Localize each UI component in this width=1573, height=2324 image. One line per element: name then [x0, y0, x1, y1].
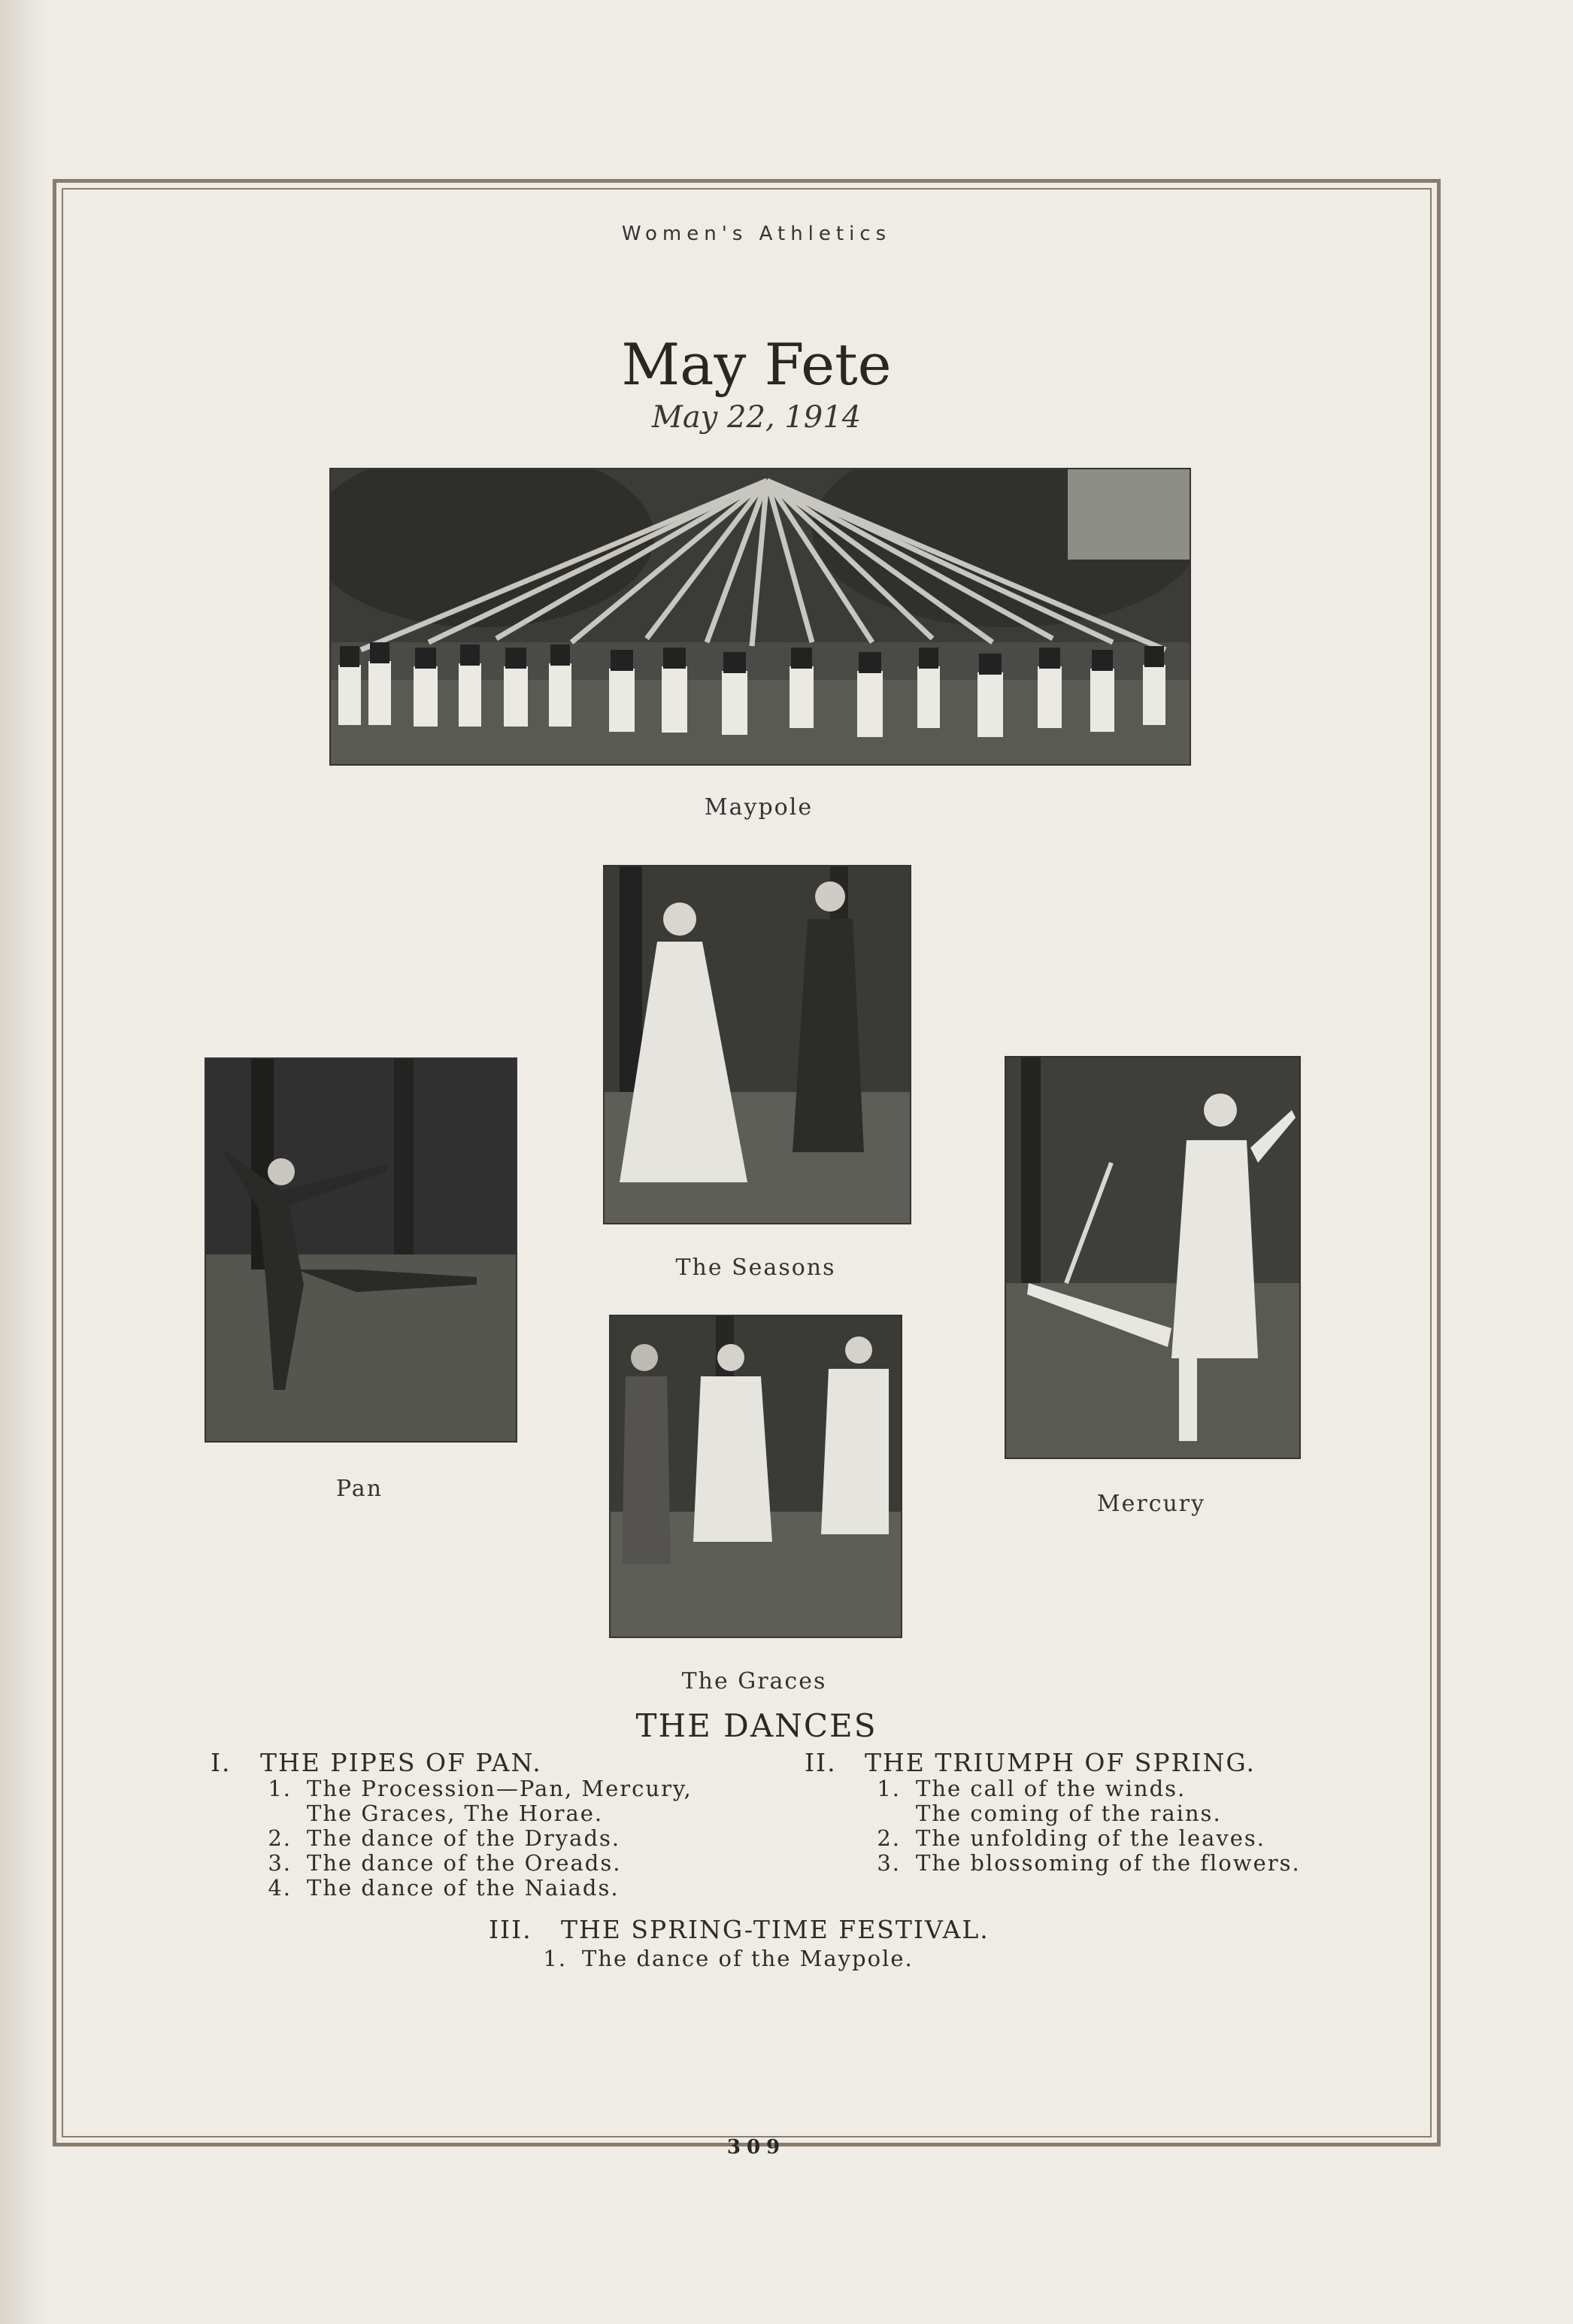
- part-2-numeral: II.: [805, 1748, 837, 1777]
- list-item: 2. The dance of the Dryads.: [268, 1825, 621, 1851]
- mercury-caption: Mercury: [1096, 1491, 1206, 1517]
- list-item: 1. The Procession—Pan, Mercury,: [268, 1776, 693, 1801]
- pan-photo: [205, 1057, 517, 1443]
- graces-caption: The Graces: [681, 1668, 827, 1694]
- pan-caption: Pan: [335, 1476, 383, 1502]
- list-item: The Graces, The Horae.: [307, 1801, 604, 1826]
- list-item: The coming of the rains.: [916, 1801, 1222, 1826]
- list-item: 2. The unfolding of the leaves.: [877, 1825, 1266, 1851]
- dances-part-1: [211, 1749, 797, 1901]
- mercury-photo: [1005, 1056, 1301, 1459]
- part-3-title: THE SPRING-TIME FESTIVAL.: [561, 1915, 990, 1944]
- graces-photo: [609, 1315, 902, 1638]
- maypole-photo: [329, 468, 1191, 766]
- seasons-photo: [603, 865, 911, 1224]
- running-head: Women's Athletics: [621, 223, 892, 245]
- part-2-title: THE TRIUMPH OF SPRING.: [865, 1748, 1256, 1777]
- list-item: 3. The dance of the Oreads.: [268, 1850, 622, 1876]
- part-1-heading: [211, 1749, 797, 1776]
- dances-part-3: [489, 1916, 1090, 1971]
- part-3-heading: [489, 1916, 1090, 1943]
- list-item: 1. The dance of the Maypole.: [543, 1946, 914, 1971]
- list-item: 4. The dance of the Naiads.: [268, 1875, 620, 1901]
- part-1-numeral: I.: [211, 1748, 232, 1777]
- maypole-caption: Maypole: [704, 794, 814, 821]
- dances-heading: THE DANCES: [635, 1707, 877, 1744]
- part-2-heading: [805, 1749, 1361, 1776]
- list-item: 3. The blossoming of the flowers.: [877, 1850, 1301, 1876]
- page-number: 309: [726, 2136, 786, 2159]
- page-title: May Fete: [621, 331, 892, 398]
- dances-part-2: [805, 1749, 1361, 1876]
- part-1-title: THE PIPES OF PAN.: [260, 1748, 542, 1777]
- list-item: 1. The call of the winds.: [877, 1776, 1187, 1801]
- part-3-numeral: III.: [489, 1915, 532, 1944]
- event-date: May 22, 1914: [651, 400, 862, 435]
- seasons-caption: The Seasons: [675, 1255, 836, 1281]
